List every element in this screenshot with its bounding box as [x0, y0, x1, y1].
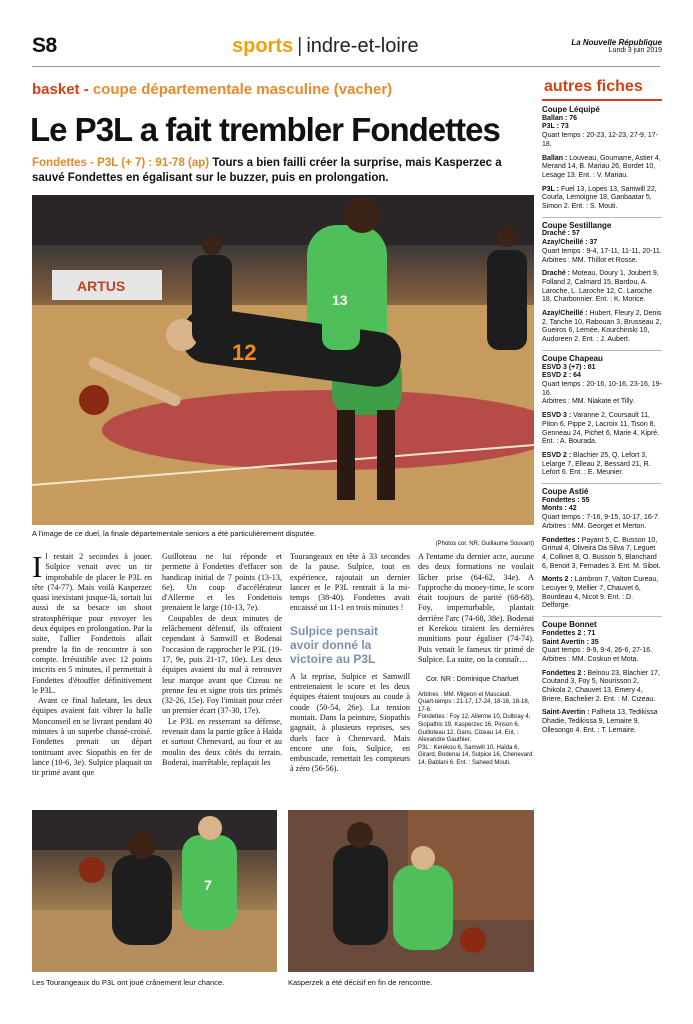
result-line: [542, 639, 662, 648]
result-line: [542, 115, 662, 124]
jersey-number: 12: [232, 340, 257, 365]
match-sheet-referees: Arbitres : MM. Migeon et Mascaud.: [418, 691, 512, 698]
photo-bottom-right: [288, 810, 534, 972]
result-divider: [542, 217, 662, 218]
masthead: [571, 38, 662, 54]
photo-bottom-right-illustration: [288, 810, 534, 972]
result-block: [542, 412, 662, 447]
paragraph-8: A l'entame du dernier acte, aucune des deux formations ne voulait lâcher prise (64-62, 34e). A l'approche du money-time, le score était toujours de parité (68-68). Foy, imperturbable, plantait derrière l'arc (74-68, 38e). Bodenai et Kerekou tiraient les dernières munitions pour égaliser (74-74). Puis venait le fameux tir primé de Sulpice. La suite, on la connaît…: [418, 552, 534, 664]
article-rubric: [32, 81, 532, 98]
paragraph-6: Tourangeaux en tête à 33 secondes de la pause. Sulpice, tout en expérience, rajoutait un dernier lancer et le P3L rentrait à la mi-temps (38-40). Fondettes avait encaissé un 11-1 en trois minutes !: [290, 552, 410, 613]
section-location: indre-et-loire: [306, 35, 419, 57]
result-divider: [542, 616, 662, 617]
section-sports: sports: [232, 35, 294, 57]
paragraph-3: Guilloteau ne lui réponde et permette à Fondettes d'effacer son handicap initial de 7 points (13-13, 6e). Un coup d'accélérateur d'Allerme et les Fondettois prenaient le large (10-13, 7e).: [162, 552, 282, 613]
result-line: [542, 123, 662, 132]
sidebar-rule: [542, 99, 662, 101]
cup-title: Coupe Chapeau: [542, 353, 603, 363]
result-block: [542, 222, 662, 266]
sidebar-title: autres fiches: [544, 78, 643, 95]
result-block: [542, 576, 662, 611]
paper-date: Lundi 3 juin 2019: [608, 47, 662, 54]
article-column-1: [32, 549, 152, 779]
result-block: [542, 355, 662, 407]
result-block: [542, 670, 662, 705]
result-line: Ballan : Louveau, Goumarre, Astier 4, Merand 14, B. Mariau 26, Bordet 10, Lesage 13. Ent. : V. Mariau.: [542, 154, 661, 179]
result-line: [542, 372, 662, 381]
result-line: Arbitres : MM. Thillot et Rosse.: [542, 256, 638, 264]
result-line: Quart temps : 9-9, 9-4, 26-6, 27-16.: [542, 647, 653, 655]
article-column-3: [290, 552, 410, 775]
team-label: Saint Avertin : 35: [542, 638, 599, 646]
dropcap: I: [32, 549, 43, 584]
sidebar-body: [542, 106, 662, 736]
section-separator: |: [297, 35, 303, 57]
result-line: Quart temps : 7-16, 9-15, 10-17, 16-7.: [542, 514, 660, 522]
result-line: ESVD 3 : Varanne 2, Coursault 11, Piton 6, Pippe 2, Lacroix 11, Tison 8, Genneau 24, Pichet 6, Marie 4, Kipré. Ent. : A. Bourada.: [542, 412, 660, 446]
result-block: [542, 537, 662, 572]
result-line: Saint-Avertin : Palheta 13, Tedikissa Dhadie, Tedikissa 9, Lemaire 9, Ollesongo 4. Ent. : T. Lemaire.: [542, 709, 658, 734]
team-label: Fondettes :: [542, 536, 580, 544]
result-block: [542, 709, 662, 735]
cup-title: Coupe Sestillange: [542, 220, 612, 230]
result-line: Fondettes : Payant 5, C. Busson 10, Grimal 4, Oliveira Da Silva 7, Leguet 4, Collinet 8, O. Busson 5, Blanchard 6, Benoit 3, Fernades 3. Ent. M. Sibot.: [542, 536, 661, 570]
result-line: Quart temps : 20-23, 12-23, 27-9, 17-18.: [542, 132, 658, 148]
article-column-4: [418, 552, 534, 768]
result-block: [542, 452, 662, 478]
team-label: Fondettes 2 :: [542, 669, 586, 677]
main-photo-illustration: [32, 195, 534, 525]
team-label: Ballan : 76: [542, 114, 578, 122]
result-line: Quart temps : 9-4, 17-11, 11-11, 20-11.: [542, 247, 662, 255]
team-label: P3L :: [542, 185, 559, 193]
photo-bottom-left-illustration: [32, 810, 277, 972]
paragraph-1: [32, 549, 152, 696]
photo-credit: (Photos cor. NR, Guillaume Souvant): [435, 541, 534, 547]
paragraph-2: Avant ce final haletant, les deux équipes avaient fait vibrer la halle Monconseil en se livrant pendant 40 minutes à un superbe chassé-croisé. Fondettes prenait un départ tonitruant avec Siopathis en fer de lance (10-6, 3e). Sulpice plaquait un tir primé avant que: [32, 696, 152, 778]
result-line: [542, 230, 662, 239]
main-photo: [32, 195, 534, 525]
result-line: [542, 630, 662, 639]
headline: Le P3L a fait trembler Fondettes: [30, 111, 500, 148]
result-line: [542, 364, 662, 373]
result-line: Monts 2 : Lambron 7, Valton Cureau, Lecuyer 9, Mellier 7, Chauvet 6, Bourdeau 4, Nicot 9. Ent. : D. Delforge.: [542, 576, 659, 610]
photo-bottom-left: [32, 810, 277, 972]
match-sheet: [418, 692, 534, 768]
team-label: Azay/Cheillé :: [542, 310, 588, 318]
intertitle: Sulpice pensait avoir donné la victoire au P3L: [290, 623, 379, 666]
result-line: Arbitres : MM. Georget et Merton.: [542, 522, 647, 530]
section-title: [232, 35, 419, 58]
match-sheet-quarters: Quart-temps : 21-17, 17-24, 18-16, 18-18, 17-6.: [418, 699, 530, 713]
main-photo-caption: A l'image de ce duel, la finale départementale seniors a été particulièrement disputée.: [32, 529, 317, 538]
match-sheet-p3l: P3L : Kerekou 6, Samwill 10, Haïda 6, Girard, Bodenai 14, Sulpice 16, Chenevard 14, Bablani 6. Ent. : Saheed Mouti.: [418, 744, 533, 766]
team-label: Azay/Cheillé : 37: [542, 239, 598, 247]
team-label: Ballan :: [542, 154, 568, 162]
result-line: [542, 505, 662, 514]
correspondent: Cor. NR : Dominique Charluet: [426, 676, 519, 684]
team-label: P3L : 73: [542, 123, 569, 131]
result-line: Fondettes 2 : Belnou 23, Blachier 17, Coutand 3, Foy 5, Nourisson 2, Chikola 2, Chauvet 13, Emery 4, Briere, Bachelier 2. Ent. : M. Cizeau.: [542, 669, 660, 703]
result-line: Arbitres : MM. Niakate et Tilly.: [542, 398, 635, 406]
cup-title: Coupe Léquipé: [542, 105, 600, 114]
cup-title: Coupe Astié: [542, 487, 589, 497]
paragraph-5: Le P3L en resserrant sa défense, revenait dans la partie grâce à Haïda et surtout Chenevard, au four et au moulin des deux côtés du terrain. Boderai, inarrêtable, replaçait les: [162, 716, 282, 767]
team-label: Draché : 57: [542, 230, 580, 238]
paper-name: La Nouvelle République: [571, 38, 662, 47]
page-number: S8: [32, 34, 57, 57]
page-header: [32, 34, 662, 62]
lead-score: Fondettes - P3L (+ 7) : 91-78 (ap): [32, 157, 210, 169]
result-block: [542, 310, 662, 345]
caption-bottom-left: Les Tourangeaux du P3L ont joué crânement leur chance.: [32, 978, 225, 987]
result-line: ESVD 2 : Blachier 25, Q. Lefort 3, Lelarge 7, Elleau 2, Bessard 21, R. Lefort 6. Ent. : E. Meunier.: [542, 451, 651, 477]
jersey-number-3: 7: [204, 877, 212, 893]
result-line: Draché : Moteau, Doury 1, Joubert 9, Folland 2, Calmard 15, Bardou, A. Laroche, L. Laroche 12, C. Laroche 18, Charbonnier. Ent. : K. Morice.: [542, 270, 659, 304]
caption-bottom-right: Kasperzek a été décisif en fin de rencontre.: [288, 978, 433, 987]
result-divider: [542, 350, 662, 351]
result-block: [542, 155, 662, 181]
article-column-2: [162, 552, 282, 768]
result-line: [542, 497, 662, 506]
team-label: Fondettes : 55: [542, 496, 590, 504]
result-line: Quart temps : 20-16, 10-16, 23-16, 19-16.: [542, 380, 662, 397]
team-label: Fondettes 2 : 71: [542, 629, 596, 637]
result-line: Azay/Cheillé : Hubert, Fleury 2, Denis 2, Tanche 10, Rabouan 3, Brusseau 2, Gueiros 6, Lemée, Kourchinski 10, Audoreen 2. Ent. : J. Aubert.: [542, 310, 662, 344]
cup-title: Coupe Bonnet: [542, 620, 597, 630]
team-label: Draché :: [542, 270, 571, 278]
result-line: [542, 239, 662, 248]
team-label: Monts : 42: [542, 505, 577, 513]
sponsor-banner: ARTUS: [77, 278, 126, 294]
sidebar-other-results: [542, 78, 662, 998]
result-line: Arbitres : MM. Coskun et Mota.: [542, 655, 639, 663]
rubric-main: basket -: [32, 81, 89, 98]
lead-paragraph: [32, 156, 537, 186]
match-sheet-fondettes: Fondettes : Foy 12, Allerme 10, Dulbray 4, Siopathis 19, Kasperzec 16, Pinson 6, Guilloteau 12, Gans, Cizeau 14. Ent. : Alexandre Gauthier.: [418, 714, 531, 744]
paragraph-4: Coupables de deux minutes de relâchement défensif, ils offraient cependant à Samwill et Bodenai l'occasion de rapprocher le P3L (19-17, 9e, puis 21-17, 10e). Les deux équipes avaient du mal à retrouver leur marque avant que Cizeau ne prenne feu et signe trois tirs primés (32-26, 15e). Foy l'imitait pour créer un premier écart (37-30, 17e).: [162, 613, 282, 716]
result-divider: [542, 483, 662, 484]
result-block: [542, 106, 662, 150]
team-label: ESVD 2 : 64: [542, 372, 581, 380]
result-block: [542, 186, 662, 212]
paragraph-7: A la reprise, Sulpice et Samwill entretenaient le score et les deux équipes étaient toujours au coude à coude (50-54, 26e). La tension montait. Dans la peinture, Siopathis gagnait, à plusieurs reprises, ses duels face à Chenevard. Mais encore une fois, Sulpice, en embuscade, remettait les compteurs à zéro (56-56).: [290, 671, 410, 774]
jersey-number-2: 13: [332, 292, 348, 308]
team-label: ESVD 3 :: [542, 412, 572, 420]
team-label: ESVD 2 :: [542, 451, 572, 459]
result-block: [542, 488, 662, 532]
paragraph-1-text: l restait 2 secondes à jouer. Sulpice venait avec un tir improbable de placer le P3L en tête (74-77). Mais voilà Kasperzec quasi inexistant jusque-là, sortait lui aussi de sa besace un shoot stratosphérique pour envoyer les deux équipes en prolongation. Par la suite, l'allier Fondettois allait prendre la fin de rencontre à son compte. Irrésistible avec 12 points inscrits en 5 minutes, il permettait à Fondettes d'étouffer définitivement le P3L.: [32, 552, 152, 695]
team-label: Saint-Avertin :: [542, 709, 590, 717]
result-block: [542, 270, 662, 305]
result-line: P3L : Fuel 13, Lopes 13, Samwill 22, Courla, Lemoigne 18, Ganbaatar 5, Simon 2. Ent. : S. Mouti.: [542, 185, 657, 211]
team-label: Monts 2 :: [542, 576, 573, 584]
rubric-sub: coupe départementale masculine (vacher): [88, 81, 393, 98]
lead-text: Tours a bien failli créer la surprise, mais Kasperzec a sauvé Fondettes en égalisant sur le buzzer, puis en prolongation.: [32, 157, 502, 184]
team-label: ESVD 3 (+7) : 81: [542, 363, 596, 371]
result-block: [542, 621, 662, 665]
header-rule: [32, 66, 660, 67]
